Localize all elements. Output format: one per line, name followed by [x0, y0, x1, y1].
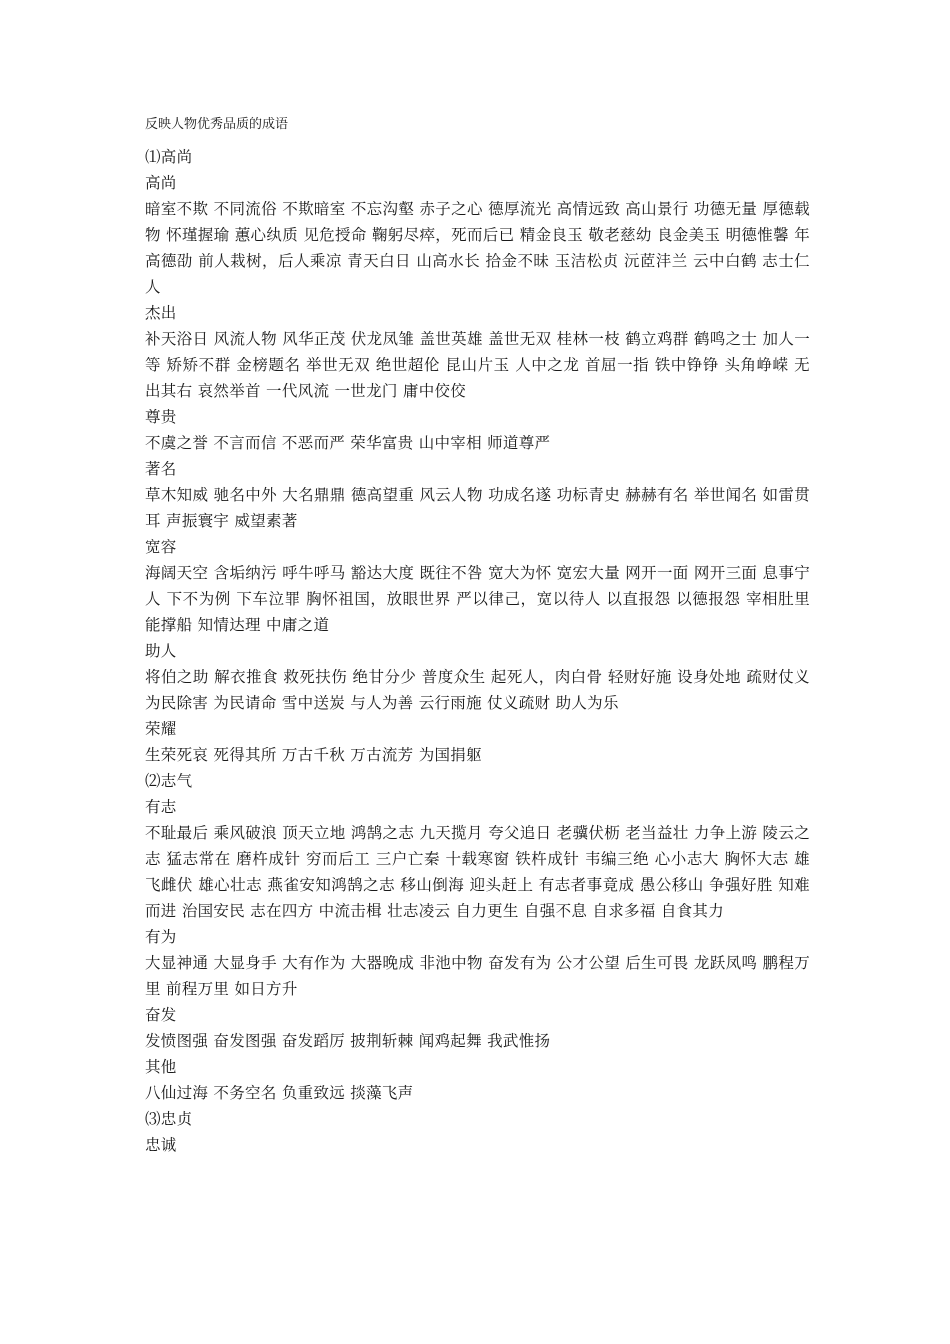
subheading-zhongcheng: 忠诚 [145, 1136, 177, 1154]
section-heading-zhiqi: ⑵志气 [145, 772, 193, 790]
subheading-rongyao: 荣耀 [145, 720, 177, 738]
document-page [145, 116, 810, 1158]
idiom-list-youzhi: 不耻最后 乘风破浪 顶天立地 鸿鹄之志 九天揽月 夸父追日 老骥伏枥 老当益壮 力争上游 陵云之志 猛志常在 磨杵成针 穷而后工 三户亡秦 十载寒窗 铁杵成针 韦编三绝 心小志大 胸怀大志 雄飞雌伏 雄心壮志 燕雀安知鸿鹄之志 移山倒海 迎头赶上 有志者事竟成 愚公移山 争强好胜 知难而进 治国安民 志在四方 中流击楫 壮志凌云 自力更生 自强不息 自求多福 自食其力 [145, 824, 810, 920]
idiom-list-kuanrong: 海阔天空 含垢纳污 呼牛呼马 豁达大度 既往不咎 宽大为怀 宽宏大量 网开一面 网开三面 息事宁人 下不为例 下车泣罪 胸怀祖国，放眼世界 严以律己，宽以待人 以直报怨 以德报怨 宰相肚里能撑船 知情达理 中庸之道 [145, 564, 810, 634]
subheading-qita: 其他 [145, 1058, 177, 1076]
idiom-list-youwei: 大显神通 大显身手 大有作为 大器晚成 非池中物 奋发有为 公才公望 后生可畏 龙跃凤鸣 鹏程万里 前程万里 如日方升 [145, 954, 810, 998]
subheading-gaoshang: 高尚 [145, 174, 177, 192]
idiom-list-rongyao: 生荣死哀 死得其所 万古千秋 万古流芳 为国捐躯 [145, 746, 482, 764]
idiom-list-jiechu: 补天浴日 风流人物 风华正茂 伏龙凤雏 盖世英雄 盖世无双 桂林一枝 鹤立鸡群 鹤鸣之士 加人一等 矫矫不群 金榜题名 举世无双 绝世超伦 昆山片玉 人中之龙 首屈一指 铁中铮铮 头角峥嵘 无出其右 哀然举首 一代风流 一世龙门 庸中佼佼 [145, 330, 810, 400]
subheading-zungui: 尊贵 [145, 408, 177, 426]
section-heading-zhongzhen: ⑶忠贞 [145, 1110, 193, 1128]
subheading-fenfa: 奋发 [145, 1006, 177, 1024]
document-title: 反映人物优秀品质的成语 [145, 117, 289, 132]
idiom-list-qita: 八仙过海 不务空名 负重致远 掞藻飞声 [145, 1084, 414, 1102]
subheading-youwei: 有为 [145, 928, 177, 946]
subheading-youzhi: 有志 [145, 798, 177, 816]
subheading-zhuren: 助人 [145, 642, 177, 660]
idiom-list-zungui: 不虞之誉 不言而信 不恶而严 荣华富贵 山中宰相 师道尊严 [145, 434, 551, 452]
idiom-list-gaoshang: 暗室不欺 不同流俗 不欺暗室 不忘沟壑 赤子之心 德厚流光 高情远致 高山景行 功德无量 厚德载物 怀瑾握瑜 蕙心纨质 见危授命 鞠躬尽瘁，死而后已 精金良玉 敬老慈幼 良金美玉 明德惟馨 年高德劭 前人栽树，后人乘凉 青天白日 山高水长 拾金不昧 玉洁松贞 沅茝沣兰 云中白鹤 志士仁人 [145, 200, 810, 296]
idiom-list-fenfa: 发愤图强 奋发图强 奋发蹈厉 披荆斩棘 闻鸡起舞 我武惟扬 [145, 1032, 551, 1050]
subheading-kuanrong: 宽容 [145, 538, 177, 556]
idiom-list-zhuren: 将伯之助 解衣推食 救死扶伤 绝甘分少 普度众生 起死人，肉白骨 轻财好施 设身处地 疏财仗义 为民除害 为民请命 雪中送炭 与人为善 云行雨施 仗义疏财 助人为乐 [145, 668, 810, 712]
subheading-jiechu: 杰出 [145, 304, 177, 322]
idiom-list-zhuming: 草木知威 驰名中外 大名鼎鼎 德高望重 风云人物 功成名遂 功标青史 赫赫有名 举世闻名 如雷贯耳 声振寰宇 威望素著 [145, 486, 810, 530]
section-heading-gaoshang: ⑴高尚 [145, 148, 193, 166]
subheading-zhuming: 著名 [145, 460, 177, 478]
